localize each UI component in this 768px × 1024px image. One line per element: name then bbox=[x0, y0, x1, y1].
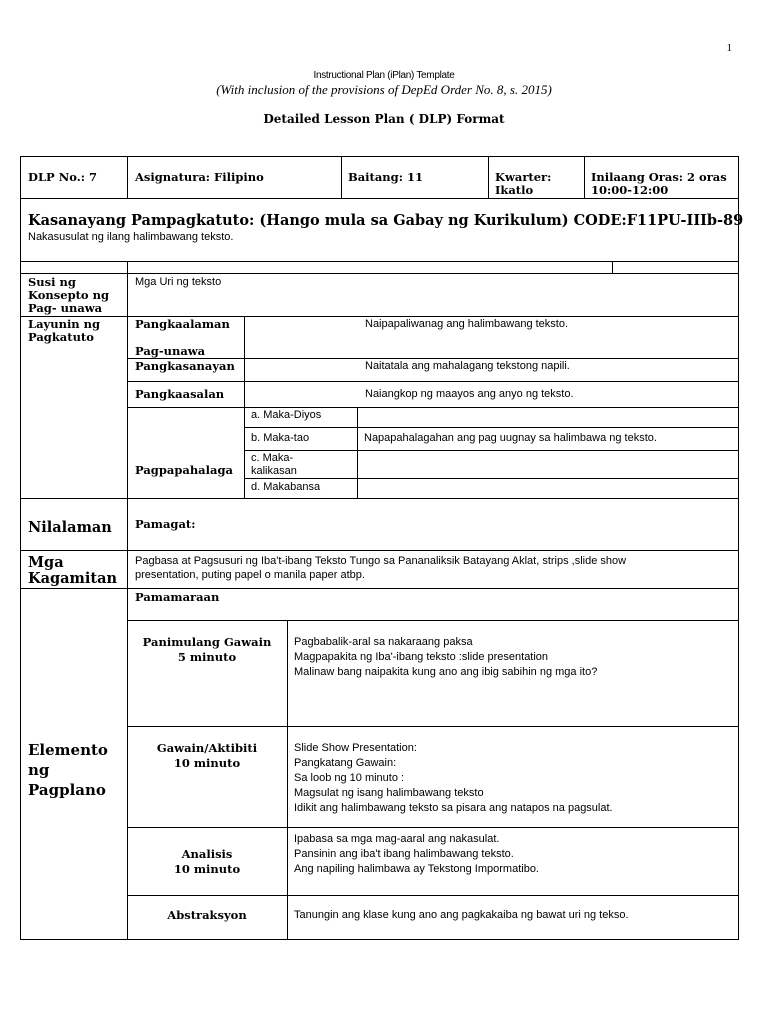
makabansa-label: d. Makabansa bbox=[251, 481, 321, 493]
maka-kalikasan-label-line: kalikasan bbox=[251, 465, 297, 477]
kwarter-value: Ikatlo bbox=[495, 183, 534, 197]
gawain-line: Sa loob ng 10 minuto : bbox=[294, 772, 405, 784]
panimula-line: Magpapakita ng Iba'-ibang teksto :slide presentation bbox=[294, 651, 549, 663]
template-title: Instructional Plan (iPlan) Template bbox=[313, 70, 455, 81]
panimula-line: Malinaw bang naipakita kung ano ang ibig sabihin ng mga ito? bbox=[294, 666, 598, 678]
susi-label-line: Pag- unawa bbox=[28, 301, 103, 315]
col-divider bbox=[127, 156, 128, 198]
row-divider bbox=[127, 407, 739, 408]
gawain-line: Slide Show Presentation: bbox=[294, 742, 417, 754]
pagpapahalaga-label: Pagpapahalaga bbox=[135, 463, 233, 477]
oras-value: 10:00-12:00 bbox=[591, 183, 669, 197]
row-divider bbox=[244, 450, 739, 451]
maka-tao-value: Napapahalagahan ang pag uugnay sa halimbawa ng teksto. bbox=[364, 432, 657, 444]
page-number: 1 bbox=[726, 42, 732, 54]
kagamitan-label-line: Kagamitan bbox=[28, 570, 118, 587]
col-divider bbox=[357, 407, 358, 498]
col-divider bbox=[244, 316, 245, 498]
gawain-label: Gawain/Aktibiti bbox=[156, 741, 258, 755]
panimula-time: 5 minuto bbox=[177, 650, 237, 664]
abstraksyon-label: Abstraksyon bbox=[167, 908, 247, 922]
elemento-label-line: ng bbox=[28, 761, 50, 779]
analisis-line: Ipabasa sa mga mag-aaral ang nakasulat. bbox=[294, 833, 500, 845]
row-divider bbox=[244, 427, 739, 428]
row-divider bbox=[127, 895, 739, 896]
asignatura: Asignatura: Filipino bbox=[135, 170, 264, 184]
pangkaalaman-label: Pangkaalaman bbox=[135, 317, 230, 331]
row-divider bbox=[244, 478, 739, 479]
row-divider bbox=[127, 381, 739, 382]
layunin-label-line: Pagkatuto bbox=[28, 330, 94, 344]
susi-label-line: Konsepto ng bbox=[28, 288, 109, 302]
panimula-line: Pagbabalik-aral sa nakaraang paksa bbox=[294, 636, 473, 648]
row-divider bbox=[127, 827, 739, 828]
nilalaman-label: Nilalaman bbox=[28, 519, 112, 536]
row-divider bbox=[127, 620, 739, 621]
kasanayan-text: Nakasusulat ng ilang halimbawang teksto. bbox=[28, 231, 234, 243]
maka-diyos-label: a. Maka-Diyos bbox=[251, 409, 322, 421]
row-divider bbox=[127, 726, 739, 727]
pangkaasalan-label: Pangkaasalan bbox=[135, 387, 225, 401]
inclusion-note: (With inclusion of the provisions of DepEd Order No. 8, s. 2015) bbox=[216, 82, 552, 97]
dlp-number: DLP No.: 7 bbox=[28, 170, 97, 184]
susi-value: Mga Uri ng teksto bbox=[135, 276, 222, 288]
pamamaraan-label: Pamamaraan bbox=[135, 590, 220, 604]
baitang: Baitang: 11 bbox=[348, 170, 423, 184]
format-title: Detailed Lesson Plan ( DLP) Format bbox=[263, 112, 505, 126]
kwarter-label: Kwarter: bbox=[495, 170, 552, 184]
gawain-line: Magsulat ng isang halimbawang teksto bbox=[294, 787, 484, 799]
analisis-label: Analisis bbox=[181, 847, 233, 861]
analisis-line: Ang napiling halimbawa ay Tekstong Impormatibo. bbox=[294, 863, 539, 875]
col-divider bbox=[341, 156, 342, 198]
col-divider bbox=[612, 261, 613, 273]
elemento-label-line: Pagplano bbox=[28, 781, 106, 799]
row-divider bbox=[20, 198, 739, 199]
kagamitan-label-line: Mga bbox=[28, 554, 64, 571]
abstraksyon-text: Tanungin ang klase kung ano ang pagkakaiba ng bawat uri ng tekso. bbox=[294, 909, 629, 921]
pamagat-label: Pamagat: bbox=[135, 517, 196, 531]
pangkasanayan-label: Pangkasanayan bbox=[135, 359, 235, 373]
elemento-label-line: Elemento bbox=[28, 741, 108, 759]
analisis-time: 10 minuto bbox=[173, 862, 241, 876]
pangkaalaman-value: Naipapaliwanag ang halimbawang teksto. bbox=[365, 318, 569, 330]
analisis-line: Pansinin ang iba't ibang halimbawang teksto. bbox=[294, 848, 514, 860]
col-divider bbox=[287, 620, 288, 940]
pangkaasalan-value: Naiangkop ng maayos ang anyo ng teksto. bbox=[365, 388, 574, 400]
pag-unawa-label: Pag-unawa bbox=[135, 344, 206, 358]
gawain-line: Pangkatang Gawain: bbox=[294, 757, 397, 769]
maka-kalikasan-label-line: c. Maka- bbox=[251, 452, 294, 464]
layunin-label-line: Layunin ng bbox=[28, 317, 101, 331]
col-divider bbox=[127, 261, 128, 588]
kasanayan-title: Kasanayang Pampagkatuto: (Hango mula sa Gabay ng Kurikulum) CODE:F11PU-IIIb-89 bbox=[28, 212, 744, 229]
kagamitan-value-line: presentation, puting papel o manila paper atbp. bbox=[135, 569, 365, 581]
gawain-time: 10 minuto bbox=[173, 756, 241, 770]
pangkasanayan-value: Naitatala ang mahalagang tekstong napili. bbox=[365, 360, 570, 372]
maka-tao-label: b. Maka-tao bbox=[251, 432, 310, 444]
oras-label: Inilaang Oras: 2 oras bbox=[591, 170, 727, 184]
col-divider bbox=[584, 156, 585, 198]
kagamitan-value-line: Pagbasa at Pagsusuri ng Iba't-ibang Teksto Tungo sa Pananaliksik Batayang Aklat, strips ,slide show bbox=[135, 555, 627, 567]
col-divider bbox=[488, 156, 489, 198]
susi-label-line: Susi ng bbox=[28, 275, 76, 289]
gawain-line: Idikit ang halimbawang teksto sa pisara ang natapos na pagsulat. bbox=[294, 802, 613, 814]
panimula-label: Panimulang Gawain bbox=[142, 635, 272, 649]
